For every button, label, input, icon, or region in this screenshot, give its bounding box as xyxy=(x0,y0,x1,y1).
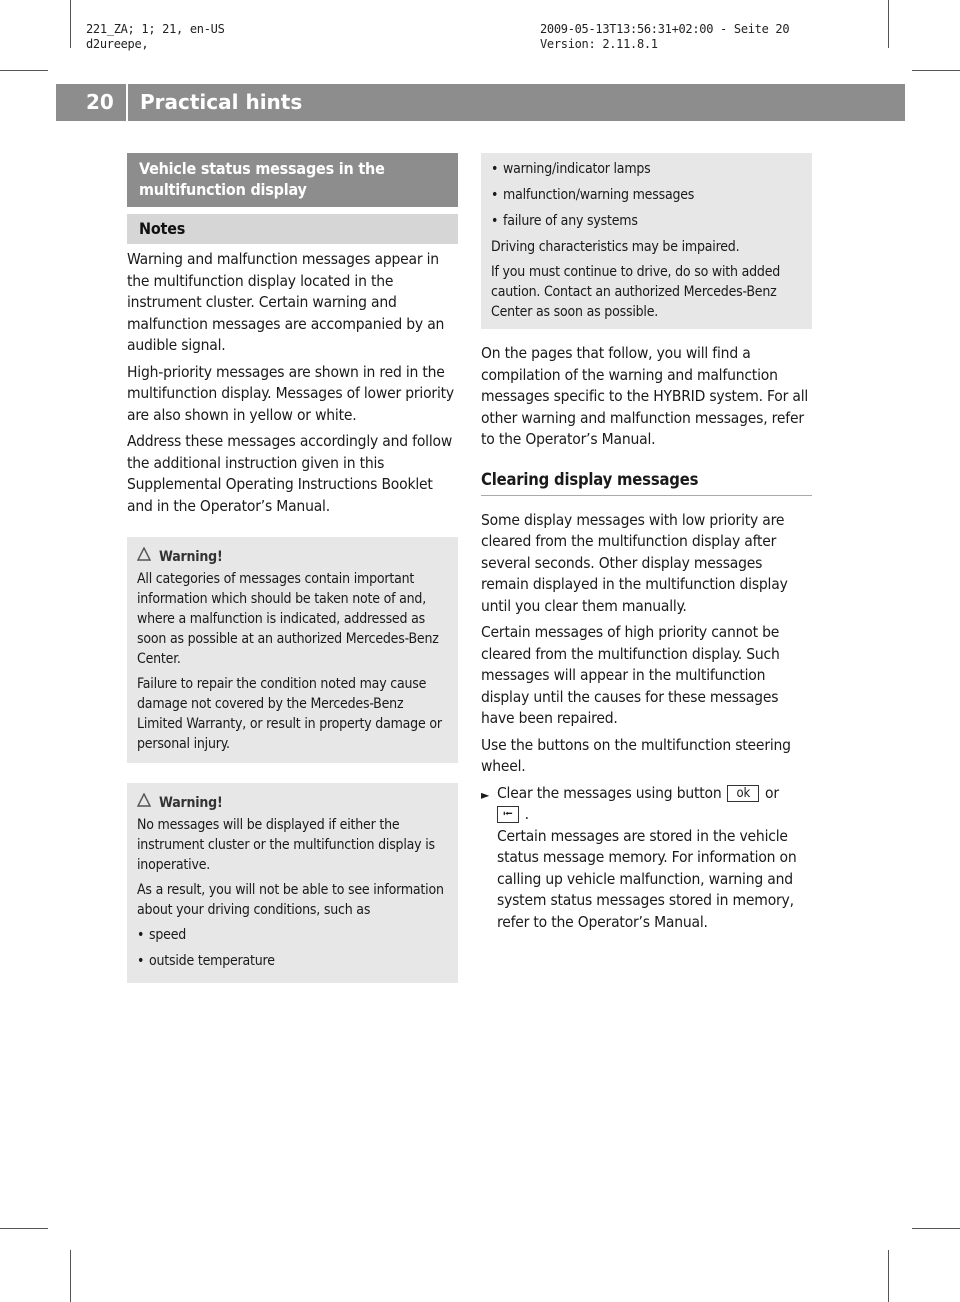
step-arrow-icon: ► xyxy=(481,787,490,802)
print-meta-right xyxy=(540,22,789,52)
header-divider xyxy=(126,56,128,121)
warning-text: Failure to repair the condition noted may cause damage not covered by the Mercedes-Benz Limited Warranty, or result in property damage or personal injury. xyxy=(137,676,442,752)
warning-text: If you must continue to drive, do so with added caution. Contact an authorized Mercedes-Benz Center as soon as possible. xyxy=(491,264,781,320)
step-followup: Certain messages are stored in the vehicle status message memory. For information on calling up vehicle malfunction, warning and system status messages stored in memory, refer to the Operator’s Manual. xyxy=(497,826,797,931)
warning-text: Driving characteristics may be impaired. xyxy=(491,239,740,255)
warning-box xyxy=(127,783,458,983)
meta-line: Version: 2.11.8.1 xyxy=(540,37,658,51)
warning-triangle-icon xyxy=(137,793,159,813)
instruction-step xyxy=(481,783,812,934)
warning-text: No messages will be displayed if either the instrument cluster or the multifunction display is inoperative. xyxy=(137,817,435,873)
warning-box xyxy=(127,537,458,763)
step-text-or: or xyxy=(765,783,779,802)
crop-mark xyxy=(912,1228,960,1229)
list-item xyxy=(491,185,802,205)
warning-triangle-icon xyxy=(137,547,159,567)
paragraph: On the pages that follow, you will find a compilation of the warning and malfunction messages specific to the HYBRID system. For all other warning and malfunction messages, refer to the Operator’s Manual. xyxy=(481,344,809,448)
page-number: 20 xyxy=(86,90,114,114)
bullet-icon: • xyxy=(137,927,145,943)
bullet-icon: • xyxy=(491,187,499,203)
list-item-text: speed xyxy=(149,927,187,943)
list-item xyxy=(491,159,802,179)
warning-box-continued xyxy=(481,153,812,329)
paragraph: High-priority messages are shown in red in the multifunction display. Messages of lower priority are also shown in yellow or white. xyxy=(127,362,454,424)
list-item xyxy=(491,211,802,231)
right-column xyxy=(481,153,812,933)
crop-mark xyxy=(912,70,960,71)
meta-line: 2009-05-13T13:56:31+02:00 - Seite 20 xyxy=(540,22,790,36)
crop-mark xyxy=(0,1228,48,1229)
list-item-text: warning/indicator lamps xyxy=(503,161,651,177)
crop-mark xyxy=(0,70,48,71)
warning-text: As a result, you will not be able to see information about your driving conditions, such as xyxy=(137,882,444,918)
list-item-text: failure of any systems xyxy=(503,213,638,229)
crop-mark xyxy=(888,1250,889,1302)
ok-button-symbol: ok xyxy=(727,785,759,802)
clearing-heading: Clearing display messages xyxy=(481,469,812,496)
paragraph: Address these messages accordingly and follow the additional instruction given in this Supplemental Operating Instructions Booklet and in the Operator’s Manual. xyxy=(127,432,453,515)
list-item-text: outside temperature xyxy=(149,953,275,969)
warning-text: All categories of messages contain important information which should be taken note of and, where a malfunction is indicated, addressed as soon as possible at an authorized Mercedes-Benz Center. xyxy=(137,571,439,667)
crop-mark xyxy=(70,0,71,48)
step-text: Clear the messages using button xyxy=(497,783,722,802)
paragraph: Use the buttons on the multifunction steering wheel. xyxy=(481,735,791,775)
paragraph: Some display messages with low priority are cleared from the multifunction display after several seconds. Other display messages remain displayed in the multifunction display until you clear them manually. xyxy=(481,510,788,615)
warning-title xyxy=(137,547,448,567)
crop-mark xyxy=(888,0,889,48)
meta-line: d2ureepe, xyxy=(86,37,149,51)
crop-mark xyxy=(70,1250,71,1302)
warning-title-text: Warning! xyxy=(159,549,223,565)
paragraph: Warning and malfunction messages appear in the multifunction display located in the instrument cluster. Certain warning and malfunction messages are accompanied by an audible signal. xyxy=(127,250,445,354)
bullet-icon: • xyxy=(491,161,499,177)
back-button-symbol: ⭰ xyxy=(497,806,519,823)
step-text-end: . xyxy=(524,805,529,823)
list-item xyxy=(137,951,448,971)
warning-title xyxy=(137,793,448,813)
print-meta-left xyxy=(86,22,225,52)
meta-line: 221_ZA; 1; 21, en-US xyxy=(86,22,225,36)
warning-title-text: Warning! xyxy=(159,795,223,811)
list-item-text: malfunction/warning messages xyxy=(503,187,695,203)
left-column xyxy=(127,153,458,983)
section-title: Practical hints xyxy=(140,90,303,114)
chapter-heading: Vehicle status messages in the multifunction display xyxy=(127,153,458,207)
bullet-icon: • xyxy=(491,213,499,229)
list-item xyxy=(137,925,448,945)
paragraph: Certain messages of high priority cannot be cleared from the multifunction display. Such messages will appear in the multifunction display until the causes for these messages have been repaired. xyxy=(481,623,780,727)
bullet-icon: • xyxy=(137,953,145,969)
notes-heading: Notes xyxy=(127,214,458,244)
